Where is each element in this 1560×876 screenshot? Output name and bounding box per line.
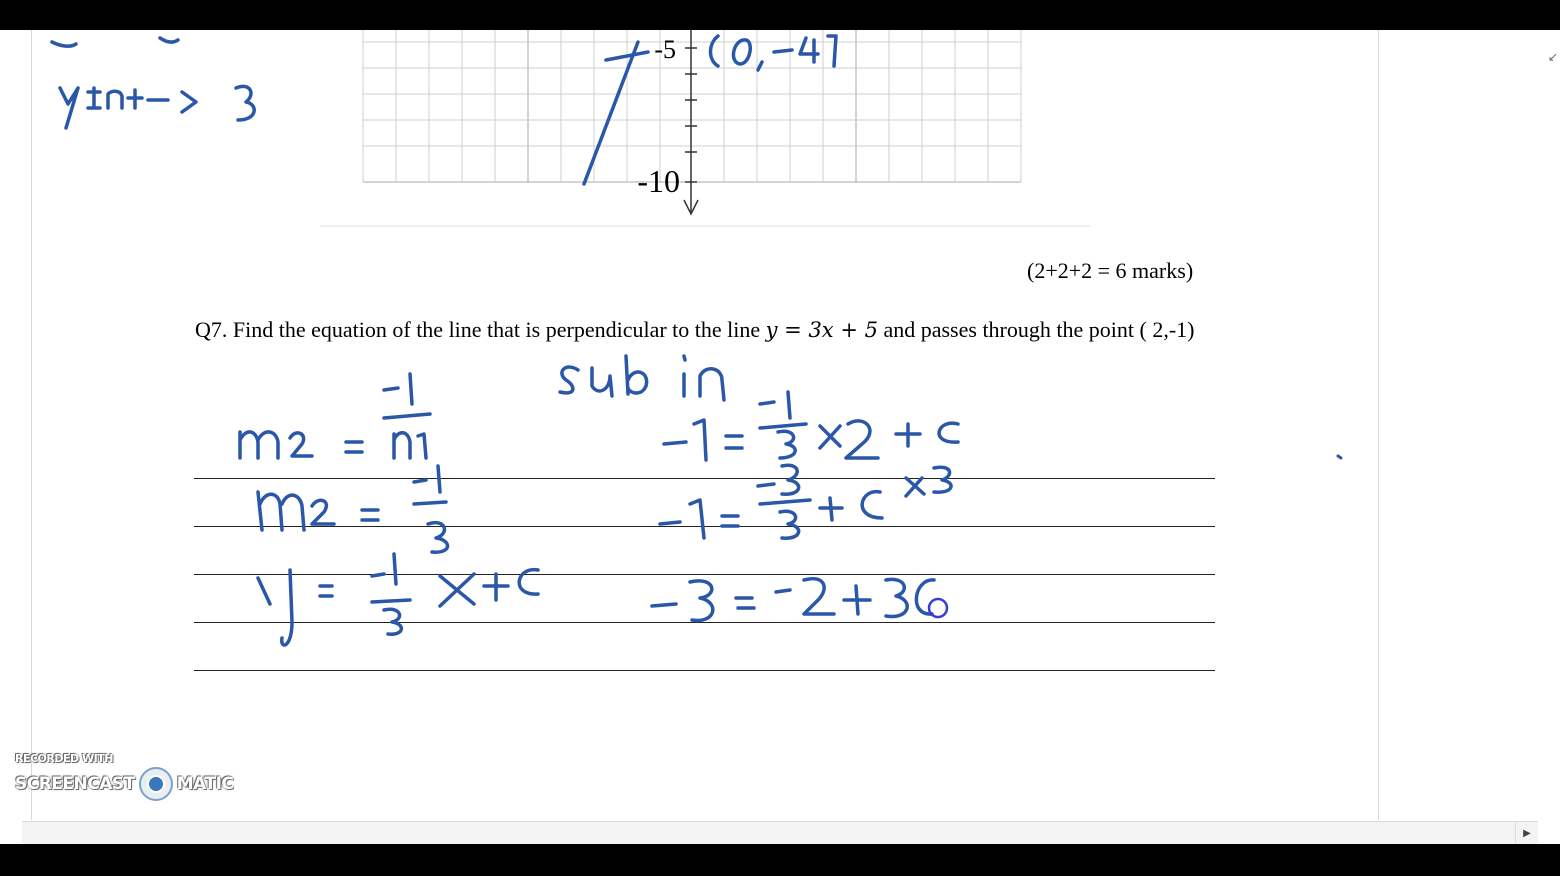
ink-stroke <box>760 392 790 418</box>
screencast-watermark <box>15 752 233 801</box>
resize-arrow-icon[interactable]: ↙ <box>1548 50 1559 64</box>
ink-stroke <box>939 423 958 442</box>
ink-stroke <box>820 426 840 448</box>
ink-stroke <box>372 554 396 584</box>
screencast-logo-icon <box>139 767 173 801</box>
ink-stroke <box>258 570 292 645</box>
ink-stroke <box>592 368 612 396</box>
y-axis <box>684 30 698 214</box>
ink-stroke <box>820 498 842 520</box>
ink-stroke <box>760 500 810 504</box>
ink-stroke <box>384 388 398 390</box>
ink-stroke <box>372 600 410 602</box>
ink-stroke <box>664 442 686 444</box>
ink-stroke <box>778 431 795 458</box>
ink-stroke <box>804 579 834 614</box>
coordinate-grid <box>0 30 1560 260</box>
pen-cursor-icon <box>929 599 947 617</box>
ink-stroke <box>776 590 790 592</box>
watermark-right-text: MATIC <box>176 774 234 794</box>
answer-line <box>194 574 1215 575</box>
watermark-small-text: RECORDED WITH <box>15 752 113 765</box>
grid-lines <box>363 30 1021 182</box>
question-text: Q7. Find the equation of the line that is perpendicular to the line <box>195 317 766 342</box>
marks-label: (2+2+2 = 6 marks) <box>1027 258 1194 283</box>
ink-stroke <box>690 500 704 538</box>
ink-stroke <box>886 579 907 616</box>
ink-stroke <box>240 432 278 458</box>
ink-stroke <box>414 466 440 492</box>
ink-stroke <box>934 467 951 492</box>
watermark-left-text: SCREENCAST <box>15 774 135 794</box>
ink-stroke <box>484 574 508 600</box>
y-tick-label: -10 <box>637 163 680 199</box>
ink-stroke <box>384 414 430 418</box>
ink-stroke <box>906 478 924 496</box>
chevron-right-icon[interactable]: ▶ <box>1515 822 1538 844</box>
ink-stroke <box>414 502 446 504</box>
ink-stroke <box>346 442 362 452</box>
ink-stroke <box>782 465 799 494</box>
ink-stroke <box>896 424 920 446</box>
ink-stroke <box>726 436 742 448</box>
ink-stroke <box>312 500 334 524</box>
ink-stroke <box>916 580 934 614</box>
ink-stroke <box>440 574 474 606</box>
ink-stroke <box>394 433 410 458</box>
answer-line <box>194 622 1215 623</box>
ink-stroke <box>780 511 799 538</box>
ink-stroke <box>660 522 680 524</box>
ink-stroke <box>846 421 878 458</box>
ink-stroke <box>290 433 312 456</box>
ink-stroke <box>760 424 806 428</box>
ink-stroke <box>736 598 754 608</box>
ink-stroke <box>320 586 332 596</box>
ink-stroke <box>362 510 378 520</box>
top-black-bar <box>0 0 1560 30</box>
question-equation: y = 3x + 5 <box>765 318 878 342</box>
ink-stroke <box>862 492 882 518</box>
ink-stroke <box>700 369 724 400</box>
y-tick-label: -5 <box>654 35 676 64</box>
ink-stroke <box>626 356 647 394</box>
ink-stroke <box>1338 456 1341 458</box>
answer-line <box>194 526 1215 527</box>
question-7 <box>195 315 1215 345</box>
ink-stroke <box>418 434 426 458</box>
horizontal-scrollbar[interactable] <box>22 821 1538 844</box>
document-viewer <box>0 30 1560 844</box>
ink-stroke <box>758 484 774 486</box>
ink-stroke <box>844 586 870 614</box>
ink-stroke <box>690 581 713 621</box>
question-text-continued: and passes through the point ( 2,-1) <box>877 317 1195 342</box>
ink-stroke <box>560 367 578 393</box>
watermark-brand <box>15 767 233 801</box>
ink-stroke <box>652 604 676 606</box>
bottom-black-bar <box>0 844 1560 876</box>
answer-line <box>194 670 1215 671</box>
ink-stroke <box>410 374 412 404</box>
answer-line <box>194 478 1215 479</box>
ink-stroke <box>258 492 304 530</box>
ink-stroke <box>684 356 685 396</box>
ink-stroke <box>694 420 706 460</box>
ink-stroke <box>428 523 448 553</box>
ink-stroke <box>722 516 738 526</box>
